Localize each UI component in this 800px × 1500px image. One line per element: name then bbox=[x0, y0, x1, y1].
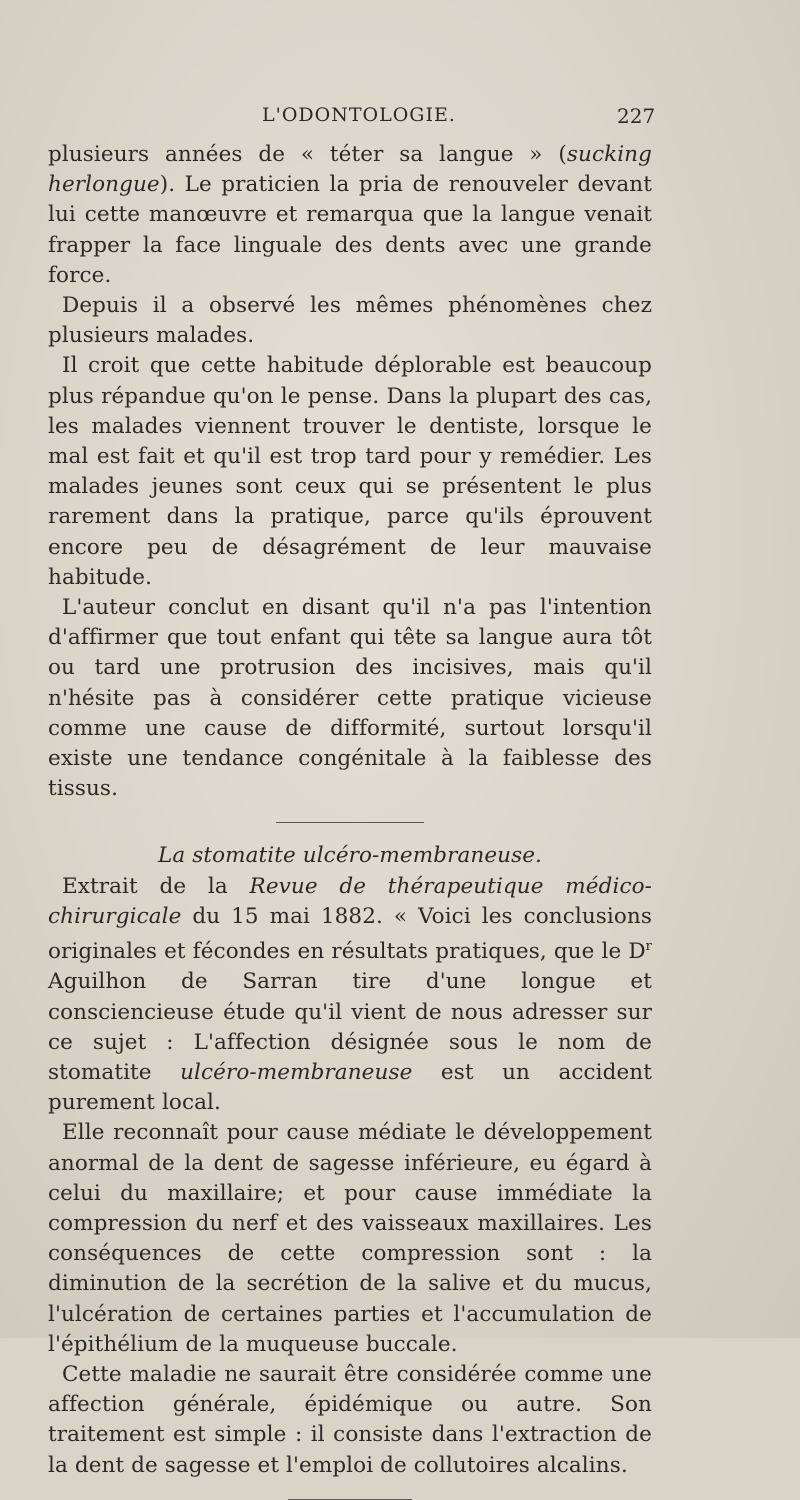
paragraph-5 bbox=[48, 872, 652, 1119]
disease-term: ulcéro-membraneuse bbox=[180, 1060, 413, 1086]
page-number: 227 bbox=[617, 104, 656, 128]
paragraph-4: L'auteur conclut en disant qu'il n'a pas l'intention d'affirmer que tout enfant qui tête sa langue aura tôt ou tard une protrusion des incisives, mais qu'il n'hésite pas à considérer cette pratique vicieuse comme une cause de difformité, surtout lorsqu'il existe une tendance congénitale à la faiblesse des tissus. bbox=[48, 595, 652, 802]
journal-title: Revue de thérapeutique médico-chirurgicale bbox=[48, 873, 653, 929]
paragraph-7: Cette maladie ne saurait être considérée comme une affection générale, épidémique ou autre. Son traitement est simple : il consiste dans l'extraction de la dent de sagesse et l'emploi de collutoires alcalins. bbox=[48, 1362, 652, 1478]
section-title: La stomatite ulcéro-membraneuse. bbox=[157, 843, 542, 869]
paragraph-5-text-d: est un accident purement local. bbox=[48, 1060, 652, 1116]
paragraph-5-text-c: Aguilhon de Sarran tire d'une longue et consciencieuse étude qu'il vient de nous adresser sur ce sujet : L'affection désignée sous le nom de stomatite bbox=[48, 969, 652, 1086]
paragraph-5-text-b: du 15 mai 1882. « Voici les conclusions originales et fécondes en résultats pratiques, que le D bbox=[48, 903, 652, 965]
section-divider bbox=[276, 822, 424, 823]
paragraph-2: Depuis il a observé les mêmes phénomènes chez plusieurs malades. bbox=[48, 293, 652, 349]
paragraph-6: Elle reconnaît pour cause médiate le développement anormal de la dent de sagesse inférieure, eu égard à celui du maxillaire; et pour cause immédiate la compression du nerf et des vaisseaux maxillaires. Les conséquences de cette compression sont : la diminution de la secrétion de la salive et du mucus, l'ulcération de certaines parties et l'accumulation de l'épithélium de la muqueuse buccale. bbox=[48, 1120, 652, 1357]
running-head bbox=[0, 104, 800, 134]
paragraph-1-text-b: ). Le praticien la pria de renouveler devant lui cette manœuvre et remarqua que la langue venait frapper la face linguale des dents avec une grande force. bbox=[48, 172, 652, 288]
paragraph-3: Il croit que cette habitude déplorable est beaucoup plus répandue qu'on le pense. Dans la plupart des cas, les malades viennent trouver le dentiste, lorsque le mal est fait et qu'il est trop tard pour y remédier. Les malades jeunes sont ceux qui se présentent le plus rarement dans la pratique, parce qu'ils éprouvent encore peu de désagrément de leur mauvaise habitude. bbox=[48, 353, 652, 590]
paragraph-1-italic: sucking herlongue bbox=[48, 142, 652, 198]
doctor-superscript: r bbox=[645, 939, 652, 955]
paragraph-5-text-a: Extrait de la bbox=[62, 873, 250, 899]
running-title: L'ODONTOLOGIE. bbox=[262, 104, 456, 126]
paragraph-1 bbox=[48, 140, 652, 291]
paragraph-1-text-a: plusieurs années de « téter sa langue » ( bbox=[48, 142, 567, 167]
body-text bbox=[48, 140, 652, 1500]
